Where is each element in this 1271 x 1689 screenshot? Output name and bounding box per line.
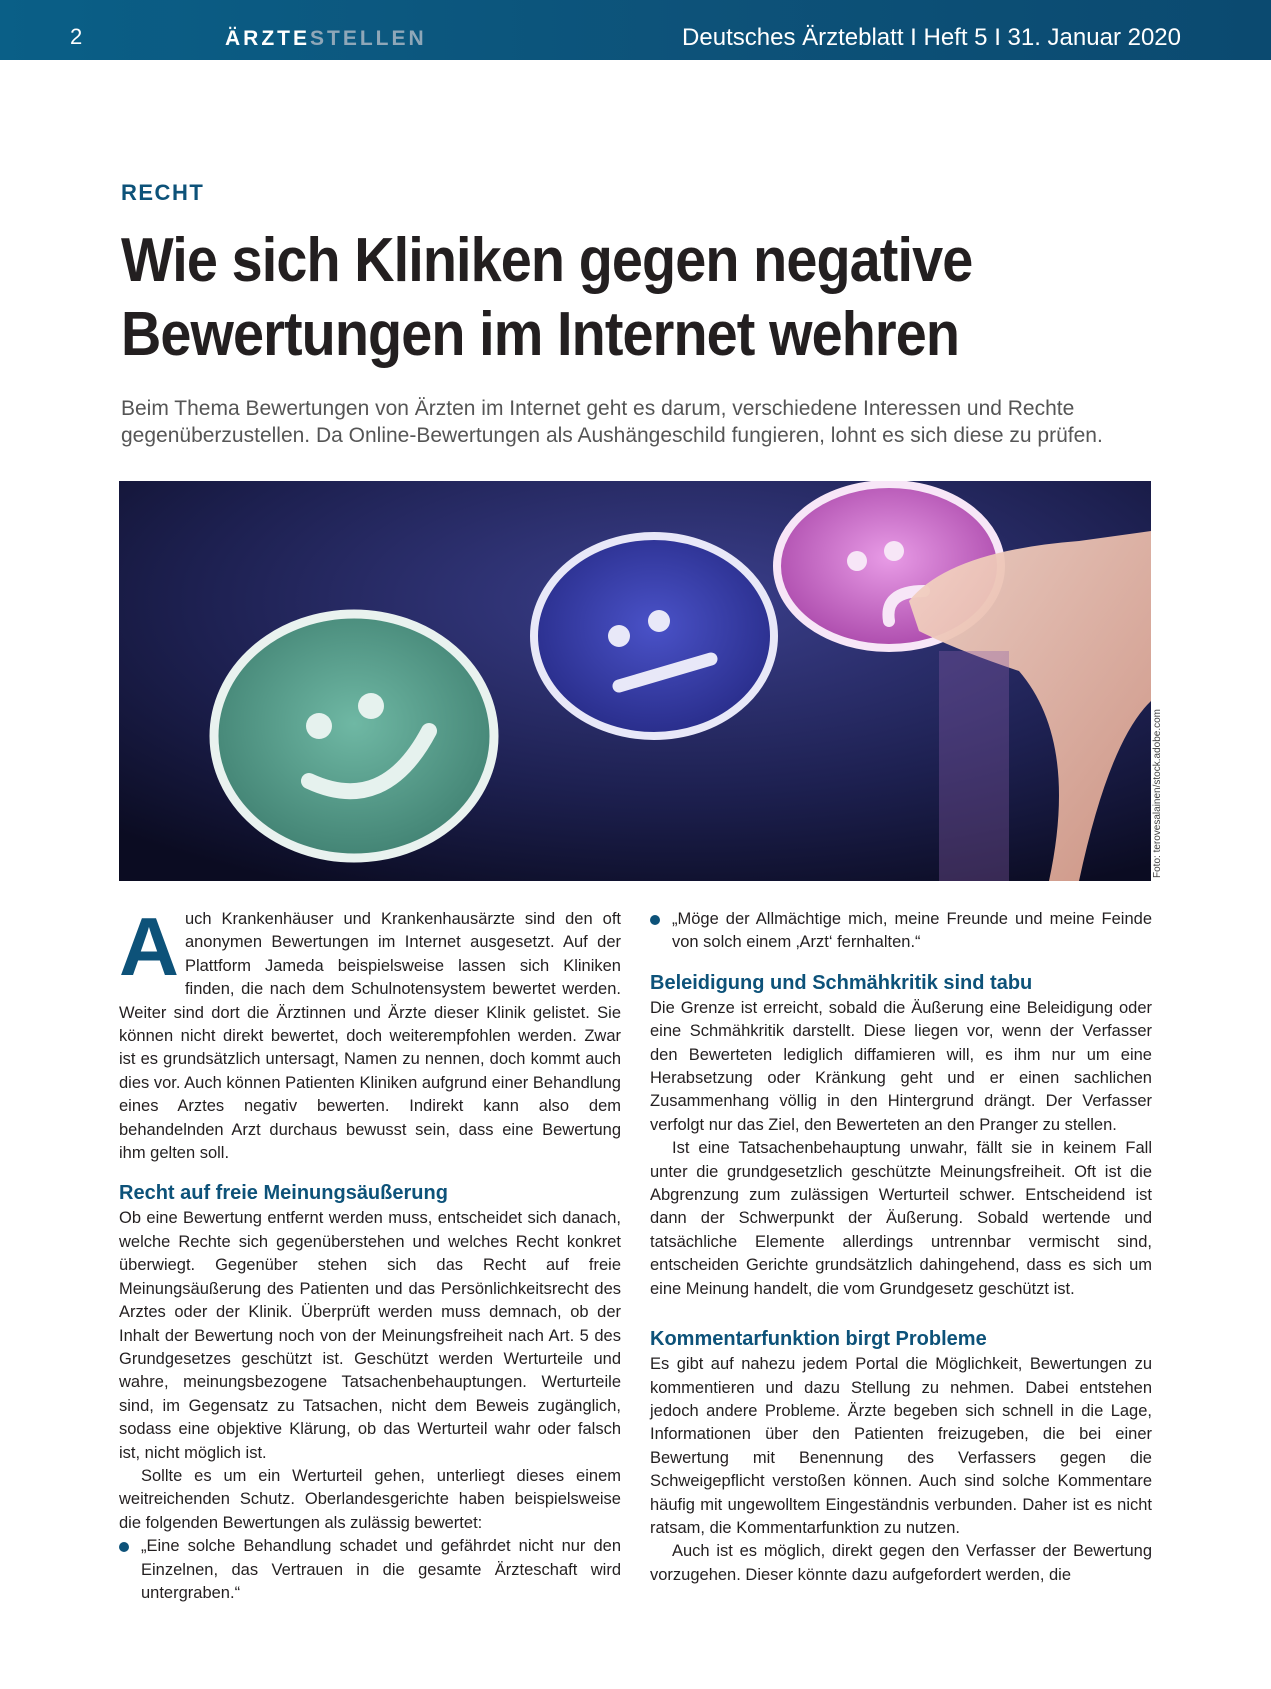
section3-paragraph-2: Auch ist es möglich, direkt gegen den Verfasser der Bewertung vorzugehen. Dieser könnte dazu aufgefordert werden, die: [650, 1542, 1152, 1584]
article-lead: Beim Thema Bewertungen von Ärzten im Internet geht es darum, verschiedene Interessen und Rechte gegenüberzustellen. Da Online-Bewertungen als Aushängeschild fungieren, lohnt es sich diese zu prüfen.: [121, 397, 1103, 447]
neutral-face-icon: [534, 536, 774, 736]
bullet-dot-icon: [119, 1542, 129, 1552]
quote-bullet-2: [650, 908, 1152, 955]
column-right: [650, 908, 1152, 1587]
section3-heading: Kommentarfunktion birgt Probleme: [650, 1328, 987, 1351]
page-number: 2: [70, 24, 83, 49]
section1-paragraph-1: Ob eine Bewertung entfernt werden muss, entscheidet sich danach, welche Rechte sich gegenüberstehen und welches Recht konkret überwiegt. Gegenüber stehen sich das Recht auf freie Meinungsäußerung des Patienten und das Persönlichkeitsrecht des Arztes oder der Klinik. Überprüft werden muss demnach, ob der Inhalt der Bewertung noch von der Meinungsfreiheit nach Art. 5 des Grundgesetzes geschützt ist. Geschützt werden Werturteile und wahre, meinungsbezogene Tatsachenbehauptungen. Werturteile sind, im Gegensatz zu Tatsachen, nicht dem Beweis zugänglich, sodass eine objektive Klärung, ob das Werturteil wahr oder falsch ist, nicht möglich ist.: [119, 1209, 621, 1462]
column-left: [119, 900, 621, 1605]
section3-paragraph-1: Es gibt auf nahezu jedem Portal die Möglichkeit, Bewertungen zu kommentieren und dazu Stellung zu nehmen. Dabei entstehen jedoch andere Probleme. Ärzte begeben sich schnell in die Lage, Informationen über den Patienten freizugeben, die bei einer Bewertung mit Benennung des Verfassers gegen die Schweigepflicht verstoßen können. Auch sind solche Kommentare häufig mit ungewolltem Eingeständnis verbunden. Daher ist es nicht ratsam, die Kommentarfunktion zu nutzen.: [650, 1355, 1152, 1537]
quote-bullet-2-text: „Möge der Allmächtige mich, meine Freunde und meine Feinde von solch einem ‚Arzt‘ fernhalten.“: [672, 910, 1152, 952]
journal-issue: Deutsches Ärzteblatt I Heft 5 I 31. Januar 2020: [682, 24, 1181, 51]
quote-bullet-1: [119, 1535, 621, 1605]
section2-heading: Beleidigung und Schmähkritik sind tabu: [650, 971, 1033, 994]
drop-cap: A: [119, 900, 179, 993]
intro-paragraph: [119, 900, 621, 1165]
logo-part-2: STELLEN: [310, 27, 427, 50]
article-photo: [119, 481, 1151, 881]
quote-bullet-1-text: „Eine solche Behandlung schadet und gefährdet nicht nur den Einzelnen, das Vertrauen in die gesamte Ärzteschaft wird untergraben.“: [141, 1537, 621, 1602]
arztestellen-logo: [225, 27, 427, 51]
article-title: Wie sich Kliniken gegen negative Bewertungen im Internet wehren: [121, 226, 973, 369]
logo-part-1: ÄRZTE: [225, 27, 310, 50]
photo-credit: Foto: terovesalainen/stock.adobe.com: [1152, 709, 1163, 878]
section2-paragraph-2: Ist eine Tatsachenbehauptung unwahr, fällt sie in keinem Fall unter die grundgesetzlich geschützte Meinungsfreiheit. Oft ist die Abgrenzung zum zulässigen Werturteil schwer. Entscheidend ist dann der Schwerpunkt der Äußerung. Sobald wertende und tatsächliche Elemente allerdings untrennbar vermischt sind, entscheiden Gerichte grundsätzlich dahingehend, dass es sich um eine Meinung handelt, die vom Grundgesetz geschützt ist.: [650, 1139, 1152, 1298]
intro-text: uch Krankenhäuser und Krankenhausärzte sind den oft anonymen Bewertungen im Internet ausgesetzt. Auf der Plattform Jameda beispielsweise lassen sich Kliniken finden, die nach dem Schulnotensystem bewertet werden. Weiter sind dort die Ärztinnen und Ärzte dieser Klinik gelistet. Sie können nicht direkt bewertet, doch weiterempfohlen werden. Zwar ist es grundsätzlich untersagt, Namen zu nennen, doch kommt auch dies vor. Auch können Patienten Kliniken aufgrund einer Behandlung eines Arztes negativ bewerten. Indirekt kann also dem behandelnden Arzt durchaus bewusst sein, dass eine Bewertung ihm gelten soll.: [119, 910, 621, 1163]
bullet-dot-icon: [650, 915, 660, 925]
happy-face-icon: [214, 614, 494, 858]
section1-heading: Recht auf freie Meinungsäußerung: [119, 1182, 448, 1205]
section2-paragraph-1: Die Grenze ist erreicht, sobald die Äußerung eine Beleidigung oder eine Schmähkritik darstellt. Diese liegen vor, wenn der Verfasser den Bewerteten lediglich diffamieren will, es ihm nur um eine Herabsetzung oder Kränkung geht und er einen sachlichen Zusammenhang völlig in den Hintergrund drängt. Der Verfasser verfolgt nur das Ziel, den Bewerteten an den Pranger zu stellen.: [650, 998, 1152, 1134]
header-bar: [0, 0, 1271, 60]
section-kicker: RECHT: [121, 180, 205, 205]
section1-paragraph-2: Sollte es um ein Werturteil gehen, unterliegt dieses einem weitreichenden Schutz. Oberlandesgerichte haben beispielsweise die folgenden Bewertungen als zulässig bewertet:: [119, 1466, 621, 1532]
